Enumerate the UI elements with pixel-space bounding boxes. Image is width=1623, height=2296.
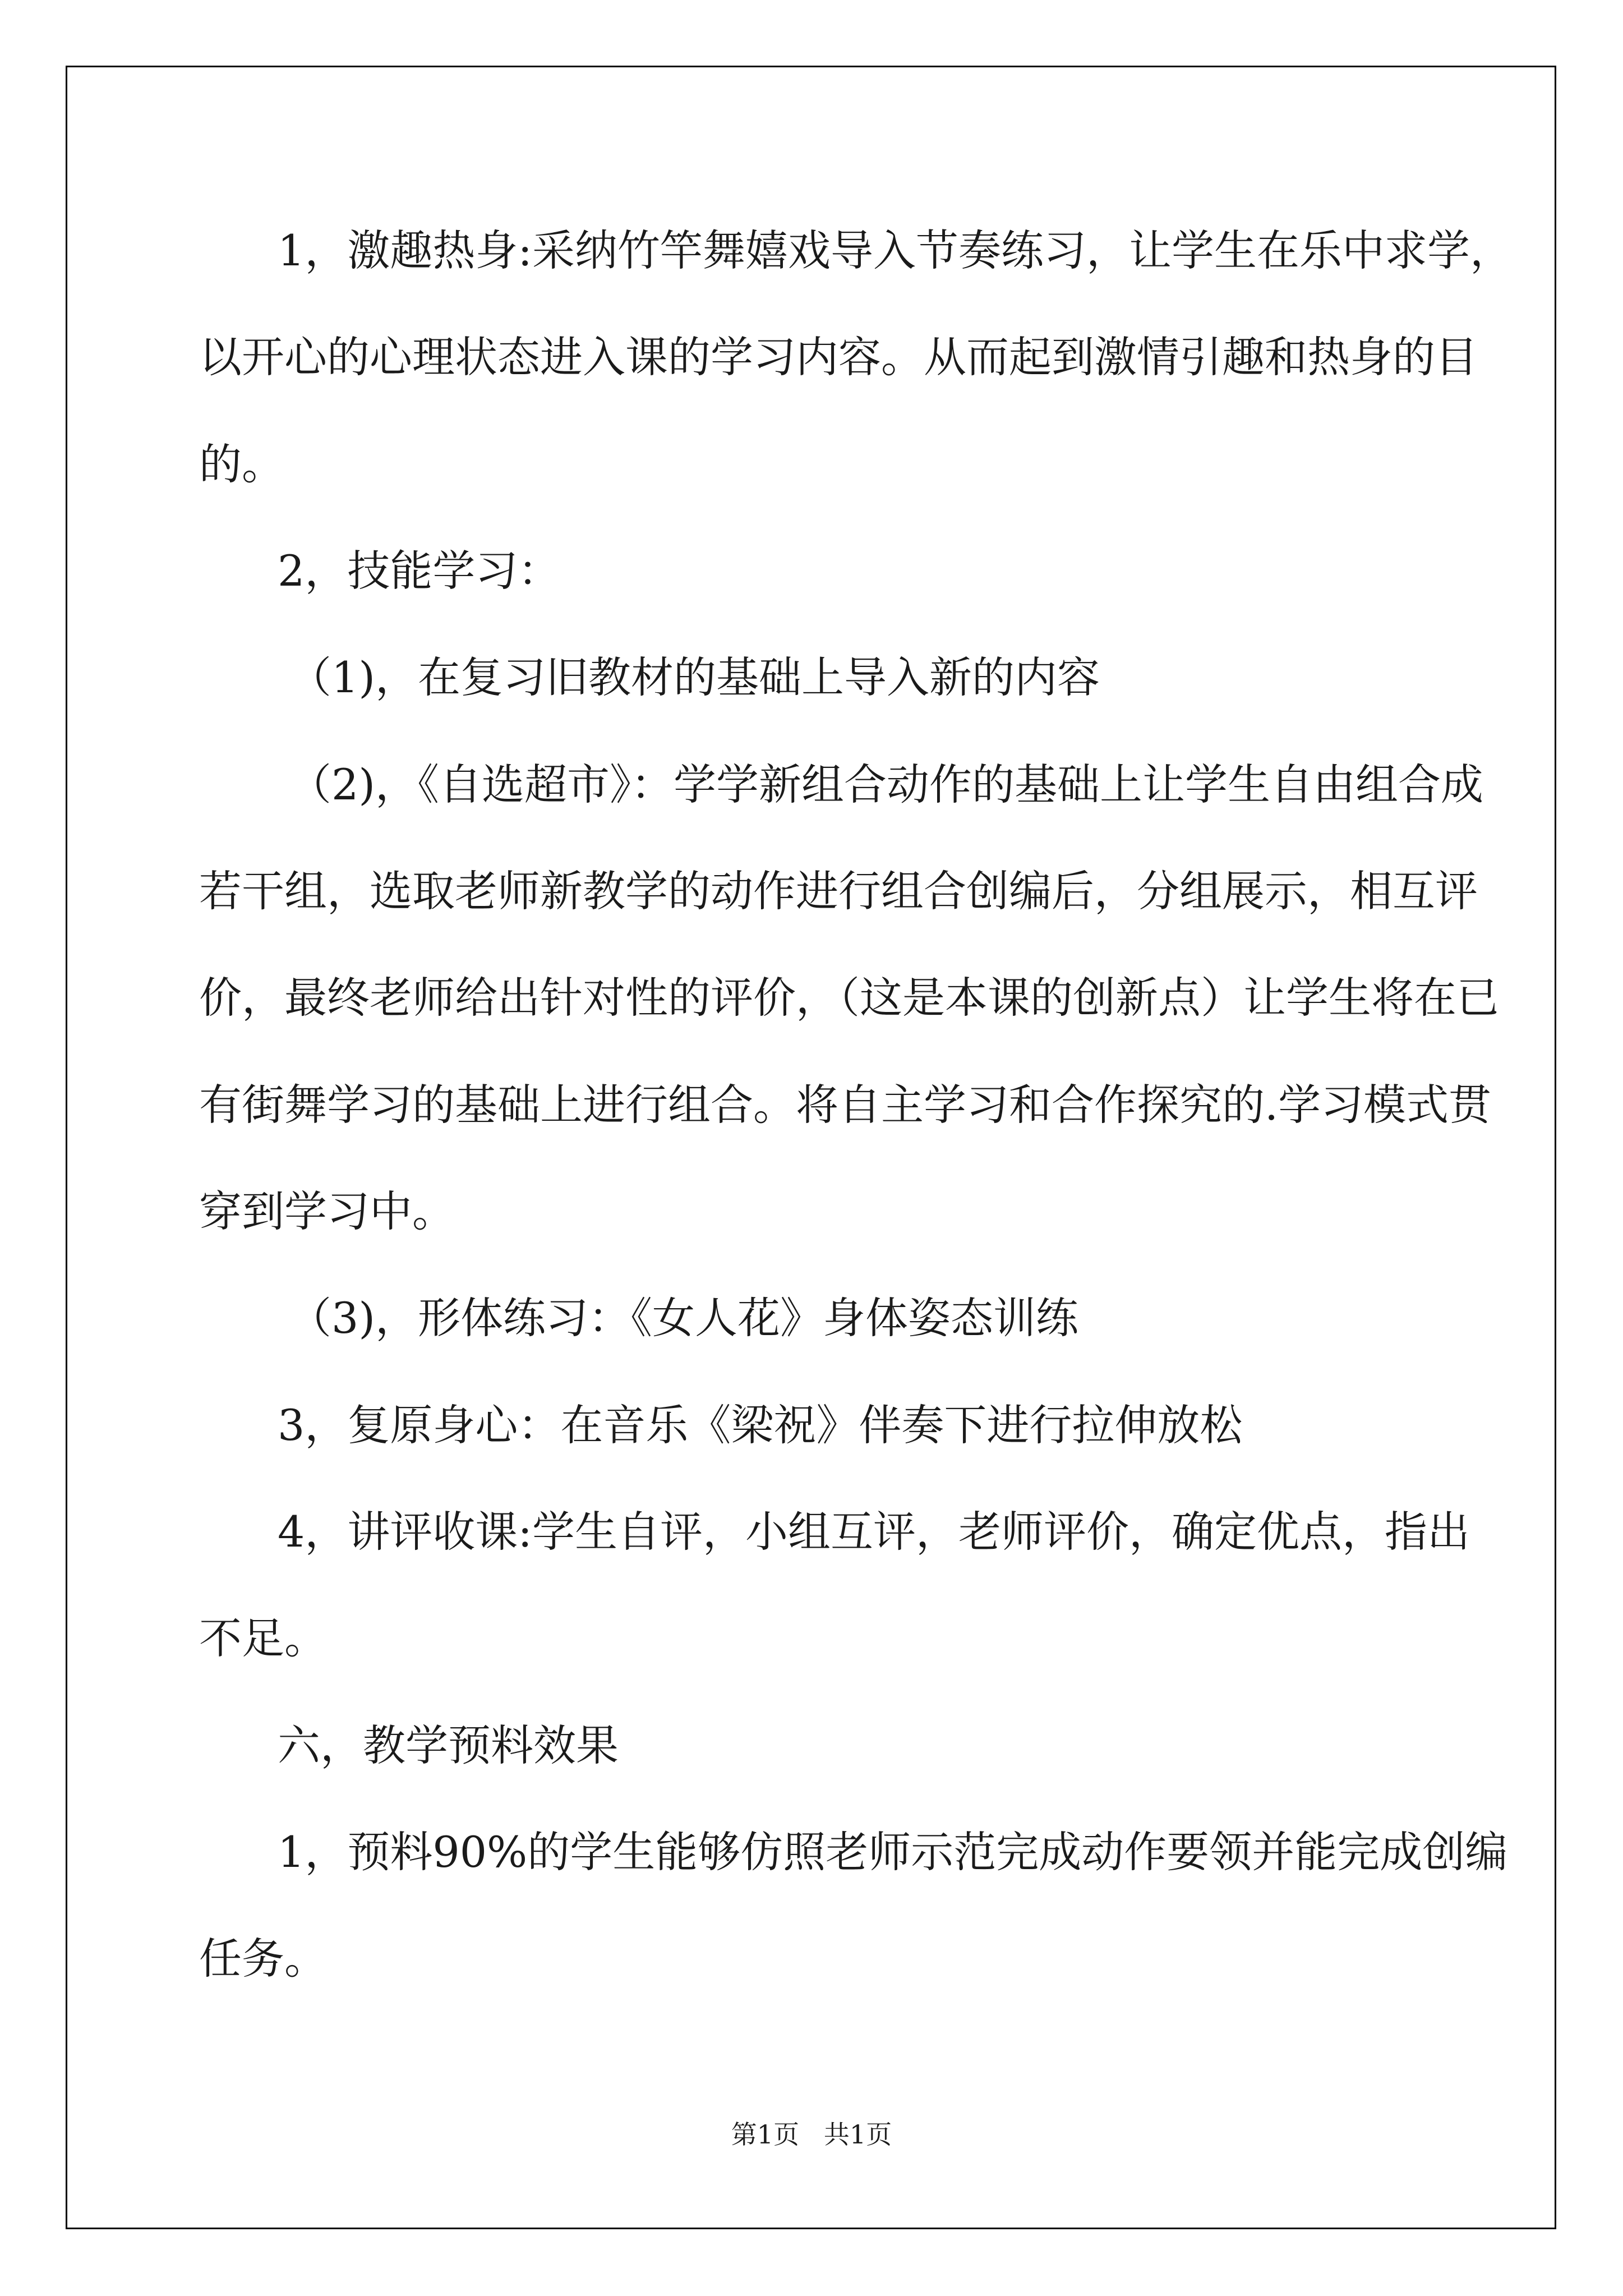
section-heading-expected-results: 六，教学预料效果 [278,1720,619,1770]
paragraph-line: 有街舞学习的基础上进行组合。将自主学习和合作探究的.学习模式贯 [199,1080,1492,1130]
paragraph-line: 穿到学习中。 [199,1186,455,1236]
page-number-footer: 第1页 共1页 [731,2119,892,2150]
page-border [66,66,1556,2229]
paragraph-line: 的。 [199,439,284,489]
paragraph-line: 以开心的心理状态进入课的学习内容。从而起到激情引趣和热身的目 [199,332,1478,382]
paragraph-line-expectation: 1，预料90%的学生能够仿照老师示范完成动作要领并能完成创编 [278,1827,1508,1877]
paragraph-line: 价，最终老师给出针对性的评价，（这是本课的创新点）让学生将在已 [199,973,1499,1023]
section-heading-skills: 2，技能学习： [278,546,561,596]
paragraph-line: 不足。 [199,1613,327,1663]
paragraph-line: 若干组，选取老师新教学的动作进行组合创编后，分组展示，相互评 [199,866,1478,916]
paragraph-line-review: 4，讲评收课:学生自评，小组互评，老师评价，确定优点，指出 [278,1507,1470,1557]
list-item-review: （1)，在复习旧教材的基础上导入新的内容 [289,652,1100,702]
paragraph-line-warmup: 1，激趣热身:采纳竹竿舞嬉戏导入节奏练习，让学生在乐中求学， [278,226,1513,275]
list-item-supermarket: （2)，《自选超市》：学学新组合动作的基础上让学生自由组合成 [289,760,1484,809]
paragraph-line: 任务。 [199,1934,327,1984]
list-item-body-training: （3)，形体练习：《女人花》身体姿态训练 [289,1293,1079,1343]
paragraph-line-recovery: 3，复原身心：在音乐《梁祝》伴奏下进行拉伸放松 [278,1400,1243,1450]
